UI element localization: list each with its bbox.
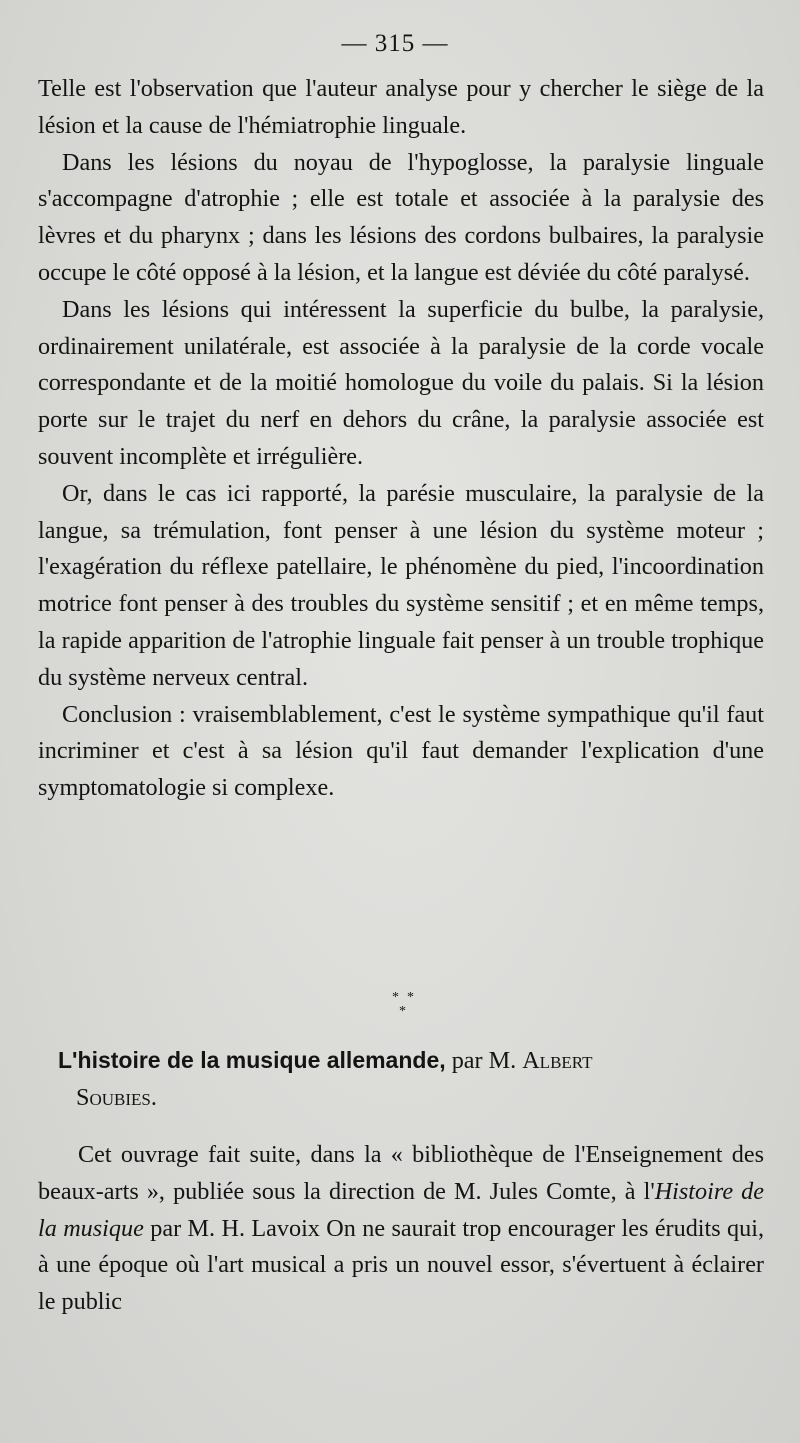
review-title: L'histoire de la musique allemande, [58,1047,446,1073]
review-text [38,1137,764,1321]
paragraph-bulbe: Dans les lésions qui intéressent la superficie du bulbe, la paralysie, ordinairement unilatérale, est associée à la paralysie de la corde vocale correspondante et de la moitié homologue du voile du palais. Si la lésion porte sur le trajet du nerf en dehors du crâne, la paralysie associée est souvent incomplète et irrégulière. [38,295,764,470]
review-italic-title: Histoire de la musique [38,1177,764,1242]
asterism-star: * [392,990,399,1005]
review-heading [58,1042,764,1116]
paragraph-cas-rapporte: Or, dans le cas ici rapporté, la parésie musculaire, la paralysie de la langue, sa trémulation, font penser à une lésion du système moteur ; l'exagération du réflexe patellaire, le phénomène du pied, l'incoordination motrice font penser à des troubles du système sensitif ; et en même temps, la rapide apparition de l'atrophie linguale fait penser à un trouble trophique du système nerveux central. [38,479,764,691]
review-paragraph [38,1137,764,1321]
asterism-star: * [407,990,414,1005]
page-number: — 315 — [341,30,449,57]
body-text [38,71,764,807]
asterism-star: * [399,1004,406,1019]
review-by: par M. [451,1047,517,1074]
paragraph-conclusion: Conclusion : vraisemblablement, c'est le système sympathique qu'il faut incriminer et c'est à sa lésion qu'il faut demander l'explication d'une symptomatologie si complexe. [38,700,764,802]
paragraph-observation: Telle est l'observation que l'auteur analyse pour y chercher le siège de la lésion et la cause de l'hémiatrophie linguale. [38,75,764,139]
review-author-last: Soubies [76,1084,151,1111]
paragraph-hypoglosse: Dans les lésions du noyau de l'hypoglosse, la paralysie linguale s'accompagne d'atrophie ; elle est totale et associée à la paralysie des lèvres et du pharynx ; dans les lésions des cordons bulbaires, la paralysie occupe le côté opposé à la lésion, et la langue est déviée du côté paralysé. [38,148,764,286]
review-author-end: . [150,1084,157,1111]
asterism-separator [380,985,430,1025]
review-author-first: Albert [522,1047,593,1074]
review-author-line [58,1079,764,1116]
review-text-after: par M. H. Lavoix On ne saurait trop encourager les érudits qui, à une époque où l'art musical a pris un nouvel essor, s'évertuent à éclairer le public [38,1214,765,1316]
review-text-before: Cet ouvrage fait suite, dans la « bibliothèque de l'Enseignement des beaux-arts », publiée sous la direction de M. Jules Comte, à l' [38,1141,764,1205]
